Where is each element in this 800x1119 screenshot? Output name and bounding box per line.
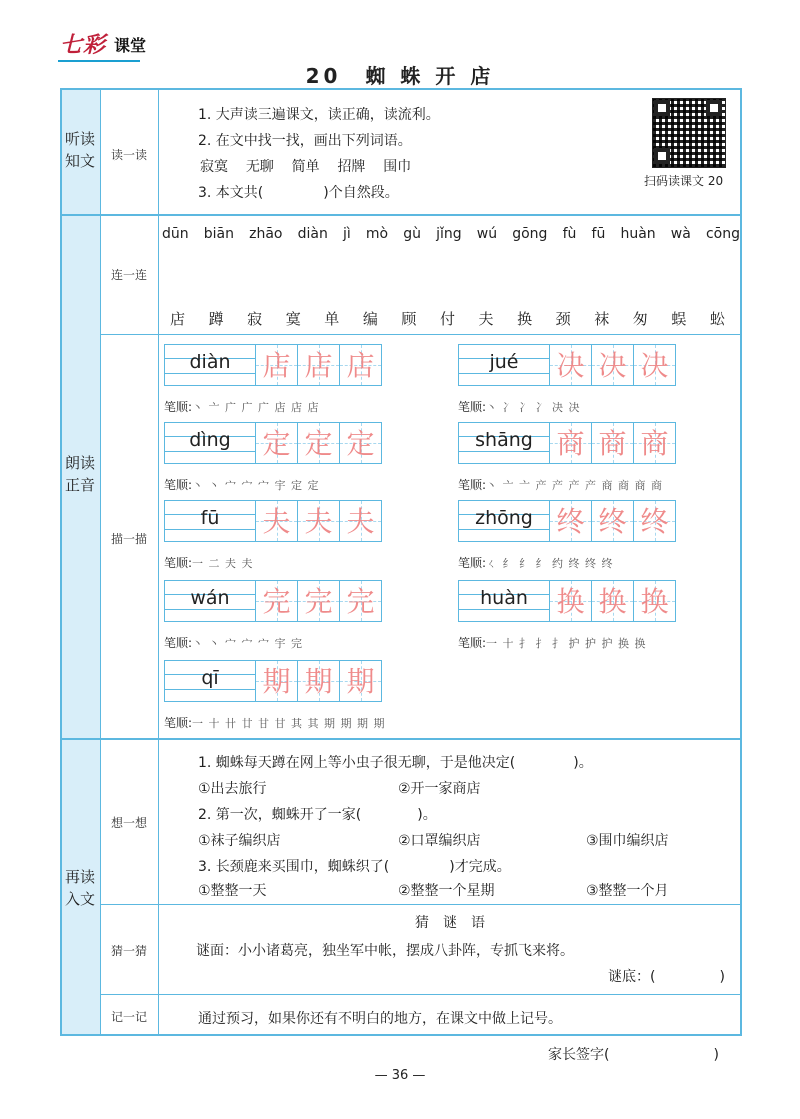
stroke-order: 笔顺:ㄑ 纟 纟 纟 约 终 终 终 [458, 556, 614, 570]
char-cell[interactable]: 店 [256, 344, 298, 386]
section-label-read-aloud: 朗读 正音 [64, 454, 95, 494]
hanzi-item[interactable]: 付 [439, 310, 455, 328]
stroke-order: 笔顺:一 十 扌 扌 扌 护 护 护 换 换 [458, 636, 647, 650]
hanzi-item[interactable]: 顾 [401, 310, 417, 328]
brand-logo-sub: 课堂 [114, 36, 147, 55]
pinyin-item[interactable]: fù [562, 226, 577, 242]
hanzi-item[interactable]: 编 [362, 310, 378, 328]
writing-row [164, 500, 382, 542]
page-number: — 36 — [374, 1068, 426, 1083]
pinyin-cell: shāng [458, 422, 550, 464]
stroke-order: 笔顺:丶 亠 广 广 广 店 店 店 [164, 400, 320, 414]
writing-row [164, 660, 382, 702]
stroke-order: 笔顺:丶 丶 宀 宀 宀 宇 定 定 [164, 478, 320, 492]
pinyin-item[interactable]: gù [403, 226, 421, 242]
char-cell[interactable]: 商 [634, 422, 676, 464]
pinyin-cell: fū [164, 500, 256, 542]
pinyin-item[interactable]: zhāo [249, 226, 283, 242]
divider [100, 88, 101, 1036]
char-cell[interactable]: 夫 [340, 500, 382, 542]
think-question-2: 2. 第一次，蜘蛛开了一家( )。 [198, 807, 437, 823]
pinyin-item[interactable]: jì [342, 226, 351, 242]
option[interactable]: ①袜子编织店 [198, 833, 281, 849]
pinyin-item[interactable]: dūn [162, 226, 189, 242]
sub-label-think: 想一想 [110, 816, 147, 830]
char-cell[interactable]: 期 [298, 660, 340, 702]
char-cell[interactable]: 期 [340, 660, 382, 702]
word-list [200, 156, 411, 176]
char-cell[interactable]: 完 [256, 580, 298, 622]
hanzi-item[interactable]: 夫 [478, 310, 494, 328]
sub-label-guess: 猜一猜 [110, 944, 147, 958]
hanzi-item[interactable]: 蚣 [709, 310, 725, 328]
pinyin-cell: diàn [164, 344, 256, 386]
qr-finder-icon [706, 100, 722, 116]
hanzi-item[interactable]: 蜈 [671, 310, 687, 328]
page-title: 20 蜘 蛛 开 店 [305, 64, 495, 88]
option[interactable]: ②口罩编织店 [398, 833, 481, 849]
stroke-order: 笔顺:丶 亠 亠 产 产 产 产 商 商 商 商 [458, 478, 664, 492]
hanzi-item[interactable]: 寞 [285, 310, 301, 328]
read-task-3: 3. 本文共( )个自然段。 [198, 185, 399, 201]
option[interactable]: ②开一家商店 [398, 781, 481, 797]
pinyin-cell: zhōng [458, 500, 550, 542]
sub-label-note: 记一记 [110, 1010, 147, 1024]
pinyin-cell: wán [164, 580, 256, 622]
option[interactable]: ③围巾编织店 [586, 833, 669, 849]
hanzi-item[interactable]: 单 [324, 310, 340, 328]
writing-row [458, 344, 676, 386]
stroke-order: 笔顺:一 十 卄 廿 甘 甘 其 其 期 期 期 期 [164, 716, 386, 730]
divider [100, 334, 742, 335]
riddle-answer: 谜底：( ) [608, 969, 725, 985]
brand-logo: 七彩 [60, 33, 107, 58]
char-cell[interactable]: 终 [634, 500, 676, 542]
char-cell[interactable]: 商 [550, 422, 592, 464]
option[interactable]: ①整整一天 [198, 883, 267, 899]
char-cell[interactable]: 完 [298, 580, 340, 622]
pinyin-item[interactable]: biān [203, 226, 234, 242]
option[interactable]: ③整整一个月 [586, 883, 669, 899]
sub-label-read: 读一读 [110, 148, 147, 162]
char-cell[interactable]: 定 [256, 422, 298, 464]
think-question-1: 1. 蜘蛛每天蹲在网上等小虫子很无聊，于是他决定( )。 [198, 755, 593, 771]
divider [158, 88, 159, 1036]
char-cell[interactable]: 决 [592, 344, 634, 386]
divider [60, 738, 742, 740]
section-label-listen: 听读 知文 [64, 130, 95, 170]
hanzi-item[interactable]: 店 [170, 310, 186, 328]
divider [60, 214, 742, 216]
hanzi-item[interactable]: 换 [517, 310, 533, 328]
pinyin-item[interactable]: jǐng [436, 226, 462, 242]
char-cell[interactable]: 期 [256, 660, 298, 702]
pinyin-item[interactable]: fū [591, 226, 606, 242]
char-cell[interactable]: 夫 [256, 500, 298, 542]
char-cell[interactable]: 换 [550, 580, 592, 622]
pinyin-cell: huàn [458, 580, 550, 622]
writing-row [164, 344, 382, 386]
word-item: 招牌 [337, 159, 366, 175]
divider [100, 994, 742, 995]
qr-caption: 扫码读课文 20 [644, 174, 724, 188]
pinyin-item[interactable]: cōng [705, 226, 740, 242]
char-cell[interactable]: 终 [592, 500, 634, 542]
writing-row [458, 422, 676, 464]
char-cell[interactable]: 换 [634, 580, 676, 622]
stroke-order: 笔顺:丶 丶 宀 宀 宀 宇 完 [164, 636, 304, 650]
word-item: 简单 [291, 159, 320, 175]
pinyin-item[interactable]: diàn [297, 226, 328, 242]
writing-row [458, 580, 676, 622]
char-cell[interactable]: 定 [340, 422, 382, 464]
char-cell[interactable]: 决 [550, 344, 592, 386]
pinyin-item[interactable]: gōng [512, 226, 548, 242]
char-cell[interactable]: 换 [592, 580, 634, 622]
note-text: 通过预习，如果你还有不明白的地方，在课文中做上记号。 [198, 1011, 562, 1027]
pinyin-item[interactable]: wú [476, 226, 498, 242]
stroke-order: 笔顺:一 二 夫 夫 [164, 556, 254, 570]
divider [100, 904, 742, 905]
hanzi-item[interactable]: 袜 [594, 310, 610, 328]
stroke-order: 笔顺:丶 冫 冫 冫 决 决 [458, 400, 581, 414]
option[interactable]: ②整整一个星期 [398, 883, 495, 899]
hanzi-item[interactable]: 匆 [632, 310, 648, 328]
word-item: 无聊 [245, 159, 274, 175]
think-question-3: 3. 长颈鹿来买围巾，蜘蛛织了( )才完成。 [198, 859, 511, 875]
pinyin-cell: jué [458, 344, 550, 386]
char-cell[interactable]: 定 [298, 422, 340, 464]
read-task-1: 1. 大声读三遍课文，读正确，读流利。 [198, 107, 440, 123]
pinyin-row [162, 226, 740, 242]
pinyin-item[interactable]: mò [365, 226, 389, 242]
section-label-reread: 再读 入文 [64, 868, 95, 908]
word-item: 寂寞 [200, 159, 228, 175]
hanzi-item[interactable]: 寂 [247, 310, 263, 328]
char-cell[interactable]: 完 [340, 580, 382, 622]
writing-row [458, 500, 676, 542]
qr-finder-icon [654, 148, 670, 164]
writing-row [164, 580, 382, 622]
parent-signature: 家长签字( ) [548, 1047, 719, 1063]
sub-label-trace: 描一描 [110, 532, 147, 546]
char-cell[interactable]: 决 [634, 344, 676, 386]
char-cell[interactable]: 夫 [298, 500, 340, 542]
read-task-2: 2. 在文中找一找，画出下列词语。 [198, 133, 412, 149]
pinyin-item[interactable]: huàn [620, 226, 656, 242]
hanzi-item[interactable]: 颈 [555, 310, 571, 328]
riddle-heading: 猜 谜 语 [415, 915, 485, 931]
char-cell[interactable]: 店 [298, 344, 340, 386]
char-cell[interactable]: 商 [592, 422, 634, 464]
hanzi-item[interactable]: 蹲 [208, 310, 224, 328]
pinyin-cell: dìng [164, 422, 256, 464]
option[interactable]: ①出去旅行 [198, 781, 267, 797]
char-cell[interactable]: 店 [340, 344, 382, 386]
word-item: 围巾 [383, 159, 412, 175]
pinyin-cell: qī [164, 660, 256, 702]
sub-label-connect: 连一连 [110, 268, 147, 282]
hanzi-row [170, 308, 725, 329]
writing-row [164, 422, 382, 464]
qr-finder-icon [654, 100, 670, 116]
pinyin-item[interactable]: wà [670, 226, 691, 242]
char-cell[interactable]: 终 [550, 500, 592, 542]
riddle-text: 谜面：小小诸葛亮，独坐军中帐，摆成八卦阵，专抓飞来将。 [196, 943, 574, 959]
